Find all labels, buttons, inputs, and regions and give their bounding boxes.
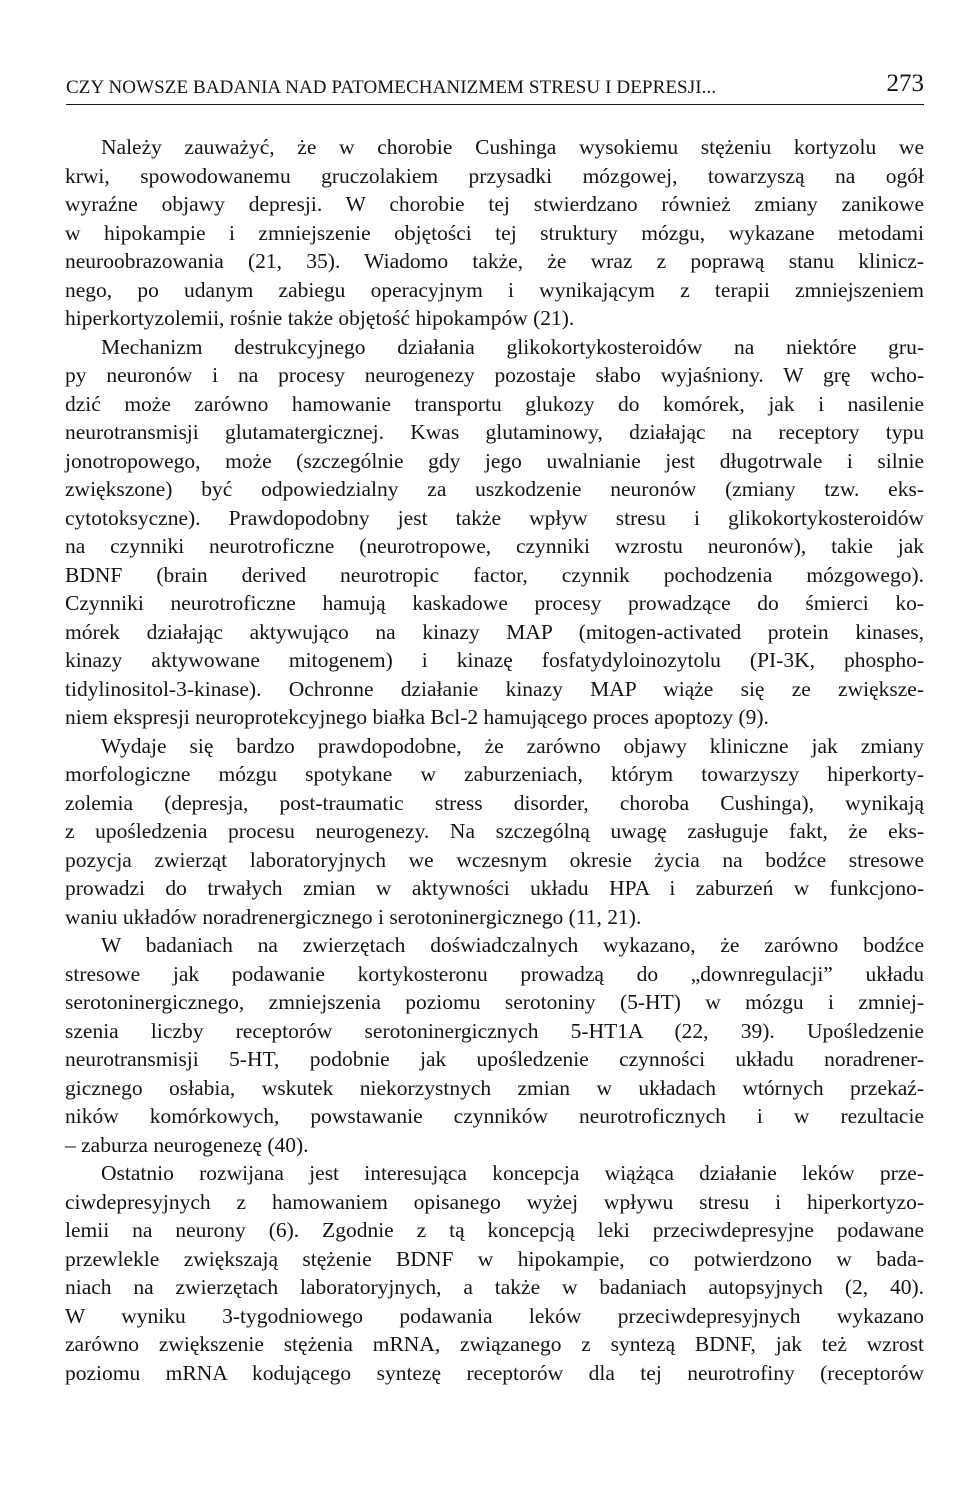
text-line: morfologiczne mózgu spotykane w zaburzeniach, którym towarzyszy hiperkorty- — [65, 762, 924, 786]
text-line: niach na zwierzętach laboratoryjnych, a także w badaniach autopsyjnych (2, 40). — [65, 1275, 924, 1299]
text-line: szenia liczby receptorów serotoninergicznych 5-HT1A (22, 39). Upośledzenie — [65, 1018, 924, 1043]
text-line: w hipokampie i zmniejszenie objętości tej struktury mózgu, wykazane metodami — [65, 220, 924, 245]
running-title: CZY NOWSZE BADANIA NAD PATOMECHANIZMEM STRESU I DEPRESJI... — [66, 77, 717, 98]
text-line: gicznego osłabia, wskutek niekorzystnych zmian w układach wtórnych przekaź- — [65, 1075, 924, 1100]
text-line: z upośledzenia procesu neurogenezy. Na szczególną uwagę zasługuje fakt, że eks- — [65, 819, 924, 843]
text-line: Ostatnio rozwijana jest interesująca koncepcja wiążąca działanie leków prze- — [101, 1161, 924, 1185]
text-line: neurotransmisji 5-HT, podobnie jak upośledzenie czynności układu noradrener- — [65, 1047, 924, 1071]
text-line: serotoninergicznego, zmniejszenia poziomu serotoniny (5-HT) w mózgu i zmniej- — [65, 990, 924, 1014]
text-line: pozycja zwierząt laboratoryjnych we wczesnym okresie życia na bodźce stresowe — [65, 847, 924, 872]
text-line: neurotransmisji glutamatergicznej. Kwas glutaminowy, działając na receptory typu — [65, 420, 924, 444]
page-number: 273 — [886, 70, 924, 97]
text-line: Mechanizm destrukcyjnego działania glikokortykosteroidów na niektóre gru- — [101, 334, 924, 359]
text-line: py neuronów i na procesy neurogenezy pozostaje słabo wyjaśniony. W grę wcho- — [65, 363, 924, 387]
text-line: mórek działając aktywująco na kinazy MAP (mitogen-activated protein kinases, — [65, 619, 924, 644]
text-line: poziomu mRNA kodującego syntezę receptorów dla tej neurotrofiny (receptorów — [65, 1360, 924, 1385]
text-line: zolemia (depresja, post-traumatic stress disorder, choroba Cushinga), wynikają — [65, 790, 924, 815]
body-text — [65, 133, 924, 1387]
text-line: – zaburza neurogenezę (40). — [65, 1132, 309, 1157]
text-line: wyraźne objawy depresji. W chorobie tej stwierdzano również zmiany zanikowe — [65, 192, 924, 216]
text-line: cytotoksyczne). Prawdopodobny jest także wpływ stresu i glikokortykosteroidów — [65, 505, 924, 530]
text-line: Należy zauważyć, że w chorobie Cushinga wysokiemu stężeniu kortyzolu we — [101, 135, 924, 159]
text-line: nego, po udanym zabiegu operacyjnym i wynikającym z terapii zmniejszeniem — [65, 277, 924, 302]
text-line: waniu układów noradrenergicznego i serotoninergicznego (11, 21). — [65, 904, 642, 929]
text-line: ników komórkowych, powstawanie czynników neurotroficznych i w rezultacie — [65, 1104, 924, 1128]
text-line: kinazy aktywowane mitogenem) i kinazę fosfatydyloinozytolu (PI-3K, phospho- — [65, 648, 924, 672]
text-line: jonotropowego, może (szczególnie gdy jego uwalnianie jest długotrwale i silnie — [65, 448, 924, 473]
text-line: tidylinositol-3-kinase). Ochronne działanie kinazy MAP wiąże się ze zwiększe- — [65, 676, 924, 701]
text-line: lemii na neurony (6). Zgodnie z tą koncepcją leki przeciwdepresyjne podawane — [65, 1218, 924, 1242]
text-line: zwiększone) być odpowiedzialny za uszkodzenie neuronów (zmiany tzw. eks- — [65, 477, 924, 501]
text-line: neuroobrazowania (21, 35). Wiadomo także, że wraz z poprawą stanu klinicz- — [65, 249, 924, 273]
text-line: zarówno zwiększenie stężenia mRNA, związanego z syntezą BDNF, jak też wzrost — [65, 1332, 924, 1356]
text-line: W wyniku 3-tygodniowego podawania leków przeciwdepresyjnych wykazano — [65, 1303, 924, 1328]
text-line: BDNF (brain derived neurotropic factor, czynnik pochodzenia mózgowego). — [65, 562, 924, 587]
text-line: Wydaje się bardzo prawdopodobne, że zarówno objawy kliniczne jak zmiany — [101, 733, 924, 758]
text-line: przewlekle zwiększają stężenie BDNF w hipokampie, co potwierdzono w bada- — [65, 1246, 924, 1271]
text-line: W badaniach na zwierzętach doświadczalnych wykazano, że zarówno bodźce — [101, 933, 924, 957]
text-line: hiperkortyzolemii, rośnie także objętość hipokampów (21). — [65, 306, 575, 330]
text-line: niem ekspresji neuroprotekcyjnego białka Bcl-2 hamującego proces apoptozy (9). — [65, 705, 769, 729]
text-line: krwi, spowodowanemu gruczolakiem przysadki mózgowej, towarzyszą na ogół — [65, 163, 924, 188]
running-header — [66, 70, 924, 105]
text-line: Czynniki neurotroficzne hamują kaskadowe procesy prowadzące do śmierci ko- — [65, 591, 924, 615]
text-line: prowadzi do trwałych zmian w aktywności układu HPA i zaburzeń w funkcjono- — [65, 876, 924, 900]
text-line: stresowe jak podawanie kortykosteronu prowadzą do „downregulacji” układu — [65, 961, 924, 986]
text-line: dzić może zarówno hamowanie transportu glukozy do komórek, jak i nasilenie — [65, 391, 924, 416]
text-line: ciwdepresyjnych z hamowaniem opisanego wyżej wpływu stresu i hiperkortyzo- — [65, 1189, 924, 1214]
text-line: na czynniki neurotroficzne (neurotropowe, czynniki wzrostu neuronów), takie jak — [65, 534, 924, 558]
